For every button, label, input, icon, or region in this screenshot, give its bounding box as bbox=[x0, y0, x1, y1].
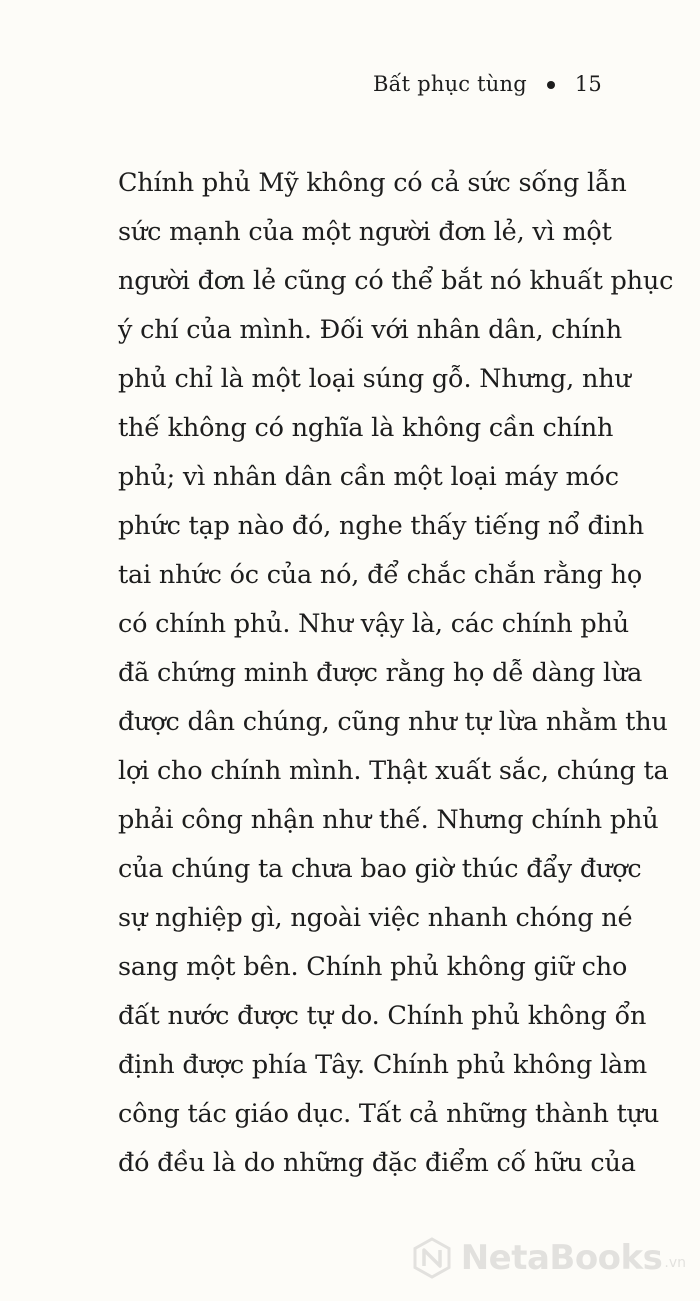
text-line: của chúng ta chưa bao giờ thúc đẩy được bbox=[118, 854, 642, 884]
bullet-separator bbox=[547, 81, 555, 89]
text-line: lợi cho chính mình. Thật xuất sắc, chúng ta bbox=[118, 756, 669, 786]
text-line: người đơn lẻ cũng có thể bắt nó khuất phục bbox=[118, 266, 674, 296]
text-line: đã chứng minh được rằng họ dễ dàng lừa bbox=[118, 658, 643, 688]
watermark-suffix: .vn bbox=[664, 1255, 686, 1271]
text-line: đó đều là do những đặc điểm cố hữu của bbox=[118, 1148, 636, 1178]
text-line: công tác giáo dục. Tất cả những thành tựu bbox=[118, 1099, 660, 1129]
text-line: định được phía Tây. Chính phủ không làm bbox=[118, 1050, 647, 1080]
publisher-watermark bbox=[411, 1237, 686, 1279]
text-line: phải công nhận như thế. Nhưng chính phủ bbox=[118, 805, 659, 835]
text-line: thế không có nghĩa là không cần chính bbox=[118, 413, 614, 443]
watermark-brand: NetaBooks bbox=[460, 1238, 663, 1278]
text-line: có chính phủ. Như vậy là, các chính phủ bbox=[118, 609, 629, 639]
text-line: sang một bên. Chính phủ không giữ cho bbox=[118, 952, 628, 982]
text-line: sức mạnh của một người đơn lẻ, vì một bbox=[118, 217, 612, 247]
text-line: Chính phủ Mỹ không có cả sức sống lẫn bbox=[118, 168, 627, 198]
body-text bbox=[118, 159, 674, 1188]
text-line: được dân chúng, cũng như tự lừa nhằm thu bbox=[118, 707, 668, 737]
running-title: Bất phục tùng bbox=[372, 72, 527, 96]
text-line: đất nước được tự do. Chính phủ không ổn bbox=[118, 1001, 647, 1031]
hexagon-n-logo-icon bbox=[411, 1237, 453, 1279]
text-line: sự nghiệp gì, ngoài việc nhanh chóng né bbox=[118, 903, 633, 933]
running-header bbox=[373, 72, 602, 96]
text-line: tai nhức óc của nó, để chắc chắn rằng họ bbox=[118, 560, 642, 590]
text-line: ý chí của mình. Đối với nhân dân, chính bbox=[118, 315, 622, 345]
text-line: phức tạp nào đó, nghe thấy tiếng nổ đinh bbox=[118, 511, 644, 541]
page-number: 15 bbox=[574, 72, 602, 96]
text-line: phủ; vì nhân dân cần một loại máy móc bbox=[118, 462, 619, 492]
text-line: phủ chỉ là một loại súng gỗ. Nhưng, như bbox=[118, 364, 631, 394]
